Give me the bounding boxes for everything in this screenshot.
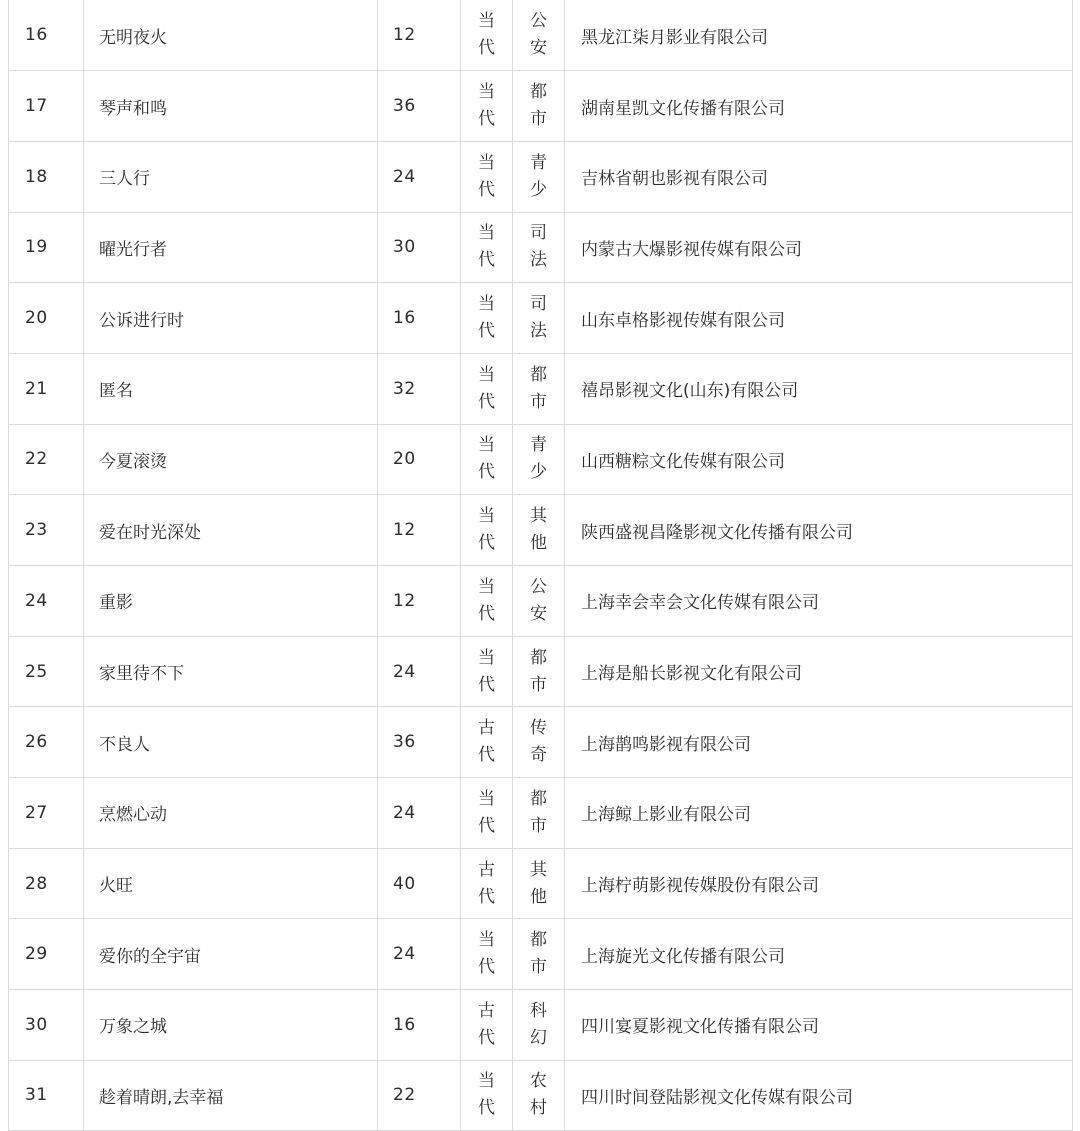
drama-title: 烹燃心动 bbox=[99, 805, 167, 826]
episode-count-cell bbox=[378, 0, 461, 71]
era-category: 当代 bbox=[478, 435, 495, 483]
production-company-cell bbox=[565, 919, 1073, 990]
genre-category-cell bbox=[513, 778, 565, 849]
table-body bbox=[9, 0, 1073, 1130]
episode-count-cell bbox=[378, 424, 461, 495]
row-number: 20 bbox=[25, 308, 48, 329]
row-number-cell bbox=[9, 424, 84, 495]
drama-title-cell bbox=[84, 778, 378, 849]
production-company-cell bbox=[565, 353, 1073, 424]
genre-category: 公安 bbox=[530, 576, 547, 624]
table-row bbox=[9, 0, 1073, 71]
row-number: 22 bbox=[25, 449, 48, 470]
row-number-cell bbox=[9, 919, 84, 990]
row-number-cell bbox=[9, 848, 84, 919]
episode-count: 12 bbox=[393, 520, 416, 541]
production-company-cell bbox=[565, 566, 1073, 637]
episode-count-cell bbox=[378, 636, 461, 707]
drama-title: 重影 bbox=[99, 593, 133, 614]
table-row bbox=[9, 212, 1073, 283]
era-category-cell bbox=[461, 424, 513, 495]
row-number-cell bbox=[9, 283, 84, 354]
production-company: 上海幸会幸会文化传媒有限公司 bbox=[581, 593, 819, 614]
production-company-cell bbox=[565, 495, 1073, 566]
production-company: 四川时间登陆影视文化传媒有限公司 bbox=[581, 1087, 853, 1108]
era-category-cell bbox=[461, 990, 513, 1061]
production-company-cell bbox=[565, 848, 1073, 919]
drama-title: 公诉进行时 bbox=[99, 310, 184, 331]
table-row bbox=[9, 424, 1073, 495]
production-company-cell bbox=[565, 141, 1073, 212]
genre-category-cell bbox=[513, 424, 565, 495]
episode-count-cell bbox=[378, 283, 461, 354]
genre-category: 都市 bbox=[530, 930, 547, 978]
production-company-cell bbox=[565, 778, 1073, 849]
drama-title: 匿名 bbox=[99, 381, 133, 402]
genre-category: 都市 bbox=[530, 364, 547, 412]
row-number-cell bbox=[9, 71, 84, 142]
episode-count: 12 bbox=[393, 590, 416, 611]
genre-category: 其他 bbox=[530, 859, 547, 907]
era-category: 古代 bbox=[478, 1000, 495, 1048]
drama-title: 三人行 bbox=[99, 169, 150, 190]
era-category: 当代 bbox=[478, 152, 495, 200]
drama-list-table-container bbox=[8, 0, 1072, 1131]
row-number-cell bbox=[9, 141, 84, 212]
era-category-cell bbox=[461, 919, 513, 990]
episode-count: 40 bbox=[393, 873, 416, 894]
genre-category: 青少 bbox=[530, 435, 547, 483]
episode-count-cell bbox=[378, 495, 461, 566]
drama-title: 不良人 bbox=[99, 734, 150, 755]
row-number: 26 bbox=[25, 732, 48, 753]
era-category: 当代 bbox=[478, 647, 495, 695]
genre-category-cell bbox=[513, 707, 565, 778]
genre-category: 都市 bbox=[530, 647, 547, 695]
table-row bbox=[9, 141, 1073, 212]
row-number: 17 bbox=[25, 96, 48, 117]
drama-title: 爱在时光深处 bbox=[99, 522, 201, 543]
row-number: 30 bbox=[25, 1014, 48, 1035]
genre-category-cell bbox=[513, 566, 565, 637]
row-number-cell bbox=[9, 0, 84, 71]
table-row bbox=[9, 71, 1073, 142]
production-company: 上海鲸上影业有限公司 bbox=[581, 805, 751, 826]
genre-category: 科幻 bbox=[530, 1000, 547, 1048]
drama-title-cell bbox=[84, 566, 378, 637]
era-category-cell bbox=[461, 636, 513, 707]
genre-category-cell bbox=[513, 1060, 565, 1130]
row-number-cell bbox=[9, 353, 84, 424]
drama-title-cell bbox=[84, 71, 378, 142]
era-category: 古代 bbox=[478, 859, 495, 907]
episode-count: 22 bbox=[393, 1085, 416, 1106]
drama-title: 今夏滚烫 bbox=[99, 451, 167, 472]
table-row bbox=[9, 495, 1073, 566]
production-company: 山西糖粽文化传媒有限公司 bbox=[581, 451, 785, 472]
era-category-cell bbox=[461, 0, 513, 71]
episode-count: 24 bbox=[393, 661, 416, 682]
production-company-cell bbox=[565, 707, 1073, 778]
era-category-cell bbox=[461, 566, 513, 637]
row-number-cell bbox=[9, 707, 84, 778]
genre-category-cell bbox=[513, 848, 565, 919]
era-category: 当代 bbox=[478, 294, 495, 342]
episode-count: 32 bbox=[393, 378, 416, 399]
genre-category: 传奇 bbox=[530, 718, 547, 766]
drama-title-cell bbox=[84, 353, 378, 424]
era-category-cell bbox=[461, 71, 513, 142]
row-number: 25 bbox=[25, 661, 48, 682]
episode-count: 16 bbox=[393, 1014, 416, 1035]
production-company: 吉林省朝也影视有限公司 bbox=[581, 169, 768, 190]
production-company: 黑龙江柒月影业有限公司 bbox=[581, 27, 768, 48]
row-number: 28 bbox=[25, 873, 48, 894]
genre-category: 其他 bbox=[530, 506, 547, 554]
genre-category: 青少 bbox=[530, 152, 547, 200]
production-company-cell bbox=[565, 0, 1073, 71]
episode-count-cell bbox=[378, 71, 461, 142]
episode-count: 24 bbox=[393, 802, 416, 823]
episode-count: 20 bbox=[393, 449, 416, 470]
episode-count-cell bbox=[378, 778, 461, 849]
era-category-cell bbox=[461, 1060, 513, 1130]
drama-title: 爱你的全宇宙 bbox=[99, 946, 201, 967]
row-number-cell bbox=[9, 212, 84, 283]
genre-category-cell bbox=[513, 283, 565, 354]
drama-title-cell bbox=[84, 141, 378, 212]
table-row bbox=[9, 919, 1073, 990]
production-company-cell bbox=[565, 990, 1073, 1061]
row-number: 16 bbox=[25, 25, 48, 46]
drama-list-table bbox=[8, 0, 1073, 1131]
genre-category-cell bbox=[513, 495, 565, 566]
genre-category-cell bbox=[513, 0, 565, 71]
genre-category-cell bbox=[513, 636, 565, 707]
era-category: 当代 bbox=[478, 82, 495, 130]
era-category-cell bbox=[461, 353, 513, 424]
production-company: 山东卓格影视传媒有限公司 bbox=[581, 310, 785, 331]
drama-title-cell bbox=[84, 283, 378, 354]
genre-category-cell bbox=[513, 353, 565, 424]
drama-title-cell bbox=[84, 495, 378, 566]
drama-title: 无明夜火 bbox=[99, 27, 167, 48]
genre-category: 司法 bbox=[530, 223, 547, 271]
row-number: 24 bbox=[25, 590, 48, 611]
era-category-cell bbox=[461, 778, 513, 849]
episode-count-cell bbox=[378, 212, 461, 283]
drama-title-cell bbox=[84, 919, 378, 990]
table-row bbox=[9, 566, 1073, 637]
row-number-cell bbox=[9, 778, 84, 849]
production-company: 上海旋光文化传播有限公司 bbox=[581, 946, 785, 967]
genre-category: 司法 bbox=[530, 294, 547, 342]
table-row bbox=[9, 707, 1073, 778]
production-company: 陕西盛视昌隆影视文化传播有限公司 bbox=[581, 522, 853, 543]
production-company-cell bbox=[565, 636, 1073, 707]
era-category-cell bbox=[461, 212, 513, 283]
episode-count: 24 bbox=[393, 944, 416, 965]
era-category: 当代 bbox=[478, 788, 495, 836]
episode-count: 24 bbox=[393, 166, 416, 187]
drama-title-cell bbox=[84, 636, 378, 707]
row-number-cell bbox=[9, 495, 84, 566]
row-number: 23 bbox=[25, 520, 48, 541]
drama-title: 趁着晴朗,去幸福 bbox=[99, 1087, 224, 1108]
production-company: 四川宴夏影视文化传播有限公司 bbox=[581, 1017, 819, 1038]
drama-title: 火旺 bbox=[99, 876, 133, 897]
episode-count: 12 bbox=[393, 25, 416, 46]
production-company: 内蒙古大爆影视传媒有限公司 bbox=[581, 239, 802, 260]
episode-count: 30 bbox=[393, 237, 416, 258]
row-number-cell bbox=[9, 636, 84, 707]
row-number-cell bbox=[9, 990, 84, 1061]
era-category-cell bbox=[461, 848, 513, 919]
production-company: 上海柠萌影视传媒股份有限公司 bbox=[581, 876, 819, 897]
production-company-cell bbox=[565, 71, 1073, 142]
era-category: 当代 bbox=[478, 576, 495, 624]
row-number: 29 bbox=[25, 944, 48, 965]
production-company-cell bbox=[565, 212, 1073, 283]
era-category: 当代 bbox=[478, 1071, 495, 1119]
genre-category: 都市 bbox=[530, 788, 547, 836]
era-category: 当代 bbox=[478, 506, 495, 554]
genre-category-cell bbox=[513, 990, 565, 1061]
drama-title: 家里待不下 bbox=[99, 664, 184, 685]
episode-count-cell bbox=[378, 353, 461, 424]
production-company-cell bbox=[565, 283, 1073, 354]
era-category: 当代 bbox=[478, 930, 495, 978]
row-number: 27 bbox=[25, 802, 48, 823]
era-category-cell bbox=[461, 707, 513, 778]
genre-category-cell bbox=[513, 71, 565, 142]
drama-title-cell bbox=[84, 1060, 378, 1130]
genre-category-cell bbox=[513, 141, 565, 212]
row-number: 18 bbox=[25, 166, 48, 187]
era-category: 当代 bbox=[478, 223, 495, 271]
row-number: 19 bbox=[25, 237, 48, 258]
episode-count-cell bbox=[378, 141, 461, 212]
row-number-cell bbox=[9, 1060, 84, 1130]
table-row bbox=[9, 778, 1073, 849]
drama-title: 万象之城 bbox=[99, 1017, 167, 1038]
genre-category: 公安 bbox=[530, 11, 547, 59]
table-row bbox=[9, 283, 1073, 354]
episode-count-cell bbox=[378, 707, 461, 778]
production-company-cell bbox=[565, 1060, 1073, 1130]
row-number-cell bbox=[9, 566, 84, 637]
table-row bbox=[9, 1060, 1073, 1130]
drama-title: 曜光行者 bbox=[99, 239, 167, 260]
drama-title: 琴声和鸣 bbox=[99, 98, 167, 119]
episode-count-cell bbox=[378, 990, 461, 1061]
episode-count-cell bbox=[378, 919, 461, 990]
genre-category-cell bbox=[513, 212, 565, 283]
production-company: 上海鹊鸣影视有限公司 bbox=[581, 734, 751, 755]
row-number: 31 bbox=[25, 1085, 48, 1106]
drama-title-cell bbox=[84, 0, 378, 71]
genre-category: 农村 bbox=[530, 1071, 547, 1119]
genre-category-cell bbox=[513, 919, 565, 990]
drama-title-cell bbox=[84, 707, 378, 778]
genre-category: 都市 bbox=[530, 82, 547, 130]
drama-title-cell bbox=[84, 990, 378, 1061]
production-company: 禧昂影视文化(山东)有限公司 bbox=[581, 381, 799, 402]
era-category: 当代 bbox=[478, 364, 495, 412]
table-row bbox=[9, 636, 1073, 707]
production-company: 湖南星凯文化传播有限公司 bbox=[581, 98, 785, 119]
era-category-cell bbox=[461, 141, 513, 212]
drama-title-cell bbox=[84, 212, 378, 283]
era-category-cell bbox=[461, 495, 513, 566]
episode-count-cell bbox=[378, 848, 461, 919]
episode-count-cell bbox=[378, 566, 461, 637]
production-company-cell bbox=[565, 424, 1073, 495]
episode-count: 16 bbox=[393, 308, 416, 329]
row-number: 21 bbox=[25, 378, 48, 399]
era-category: 古代 bbox=[478, 718, 495, 766]
production-company: 上海是船长影视文化有限公司 bbox=[581, 664, 802, 685]
table-row bbox=[9, 990, 1073, 1061]
era-category: 当代 bbox=[478, 11, 495, 59]
episode-count: 36 bbox=[393, 96, 416, 117]
episode-count: 36 bbox=[393, 732, 416, 753]
drama-title-cell bbox=[84, 848, 378, 919]
table-row bbox=[9, 848, 1073, 919]
drama-title-cell bbox=[84, 424, 378, 495]
episode-count-cell bbox=[378, 1060, 461, 1130]
era-category-cell bbox=[461, 283, 513, 354]
table-row bbox=[9, 353, 1073, 424]
